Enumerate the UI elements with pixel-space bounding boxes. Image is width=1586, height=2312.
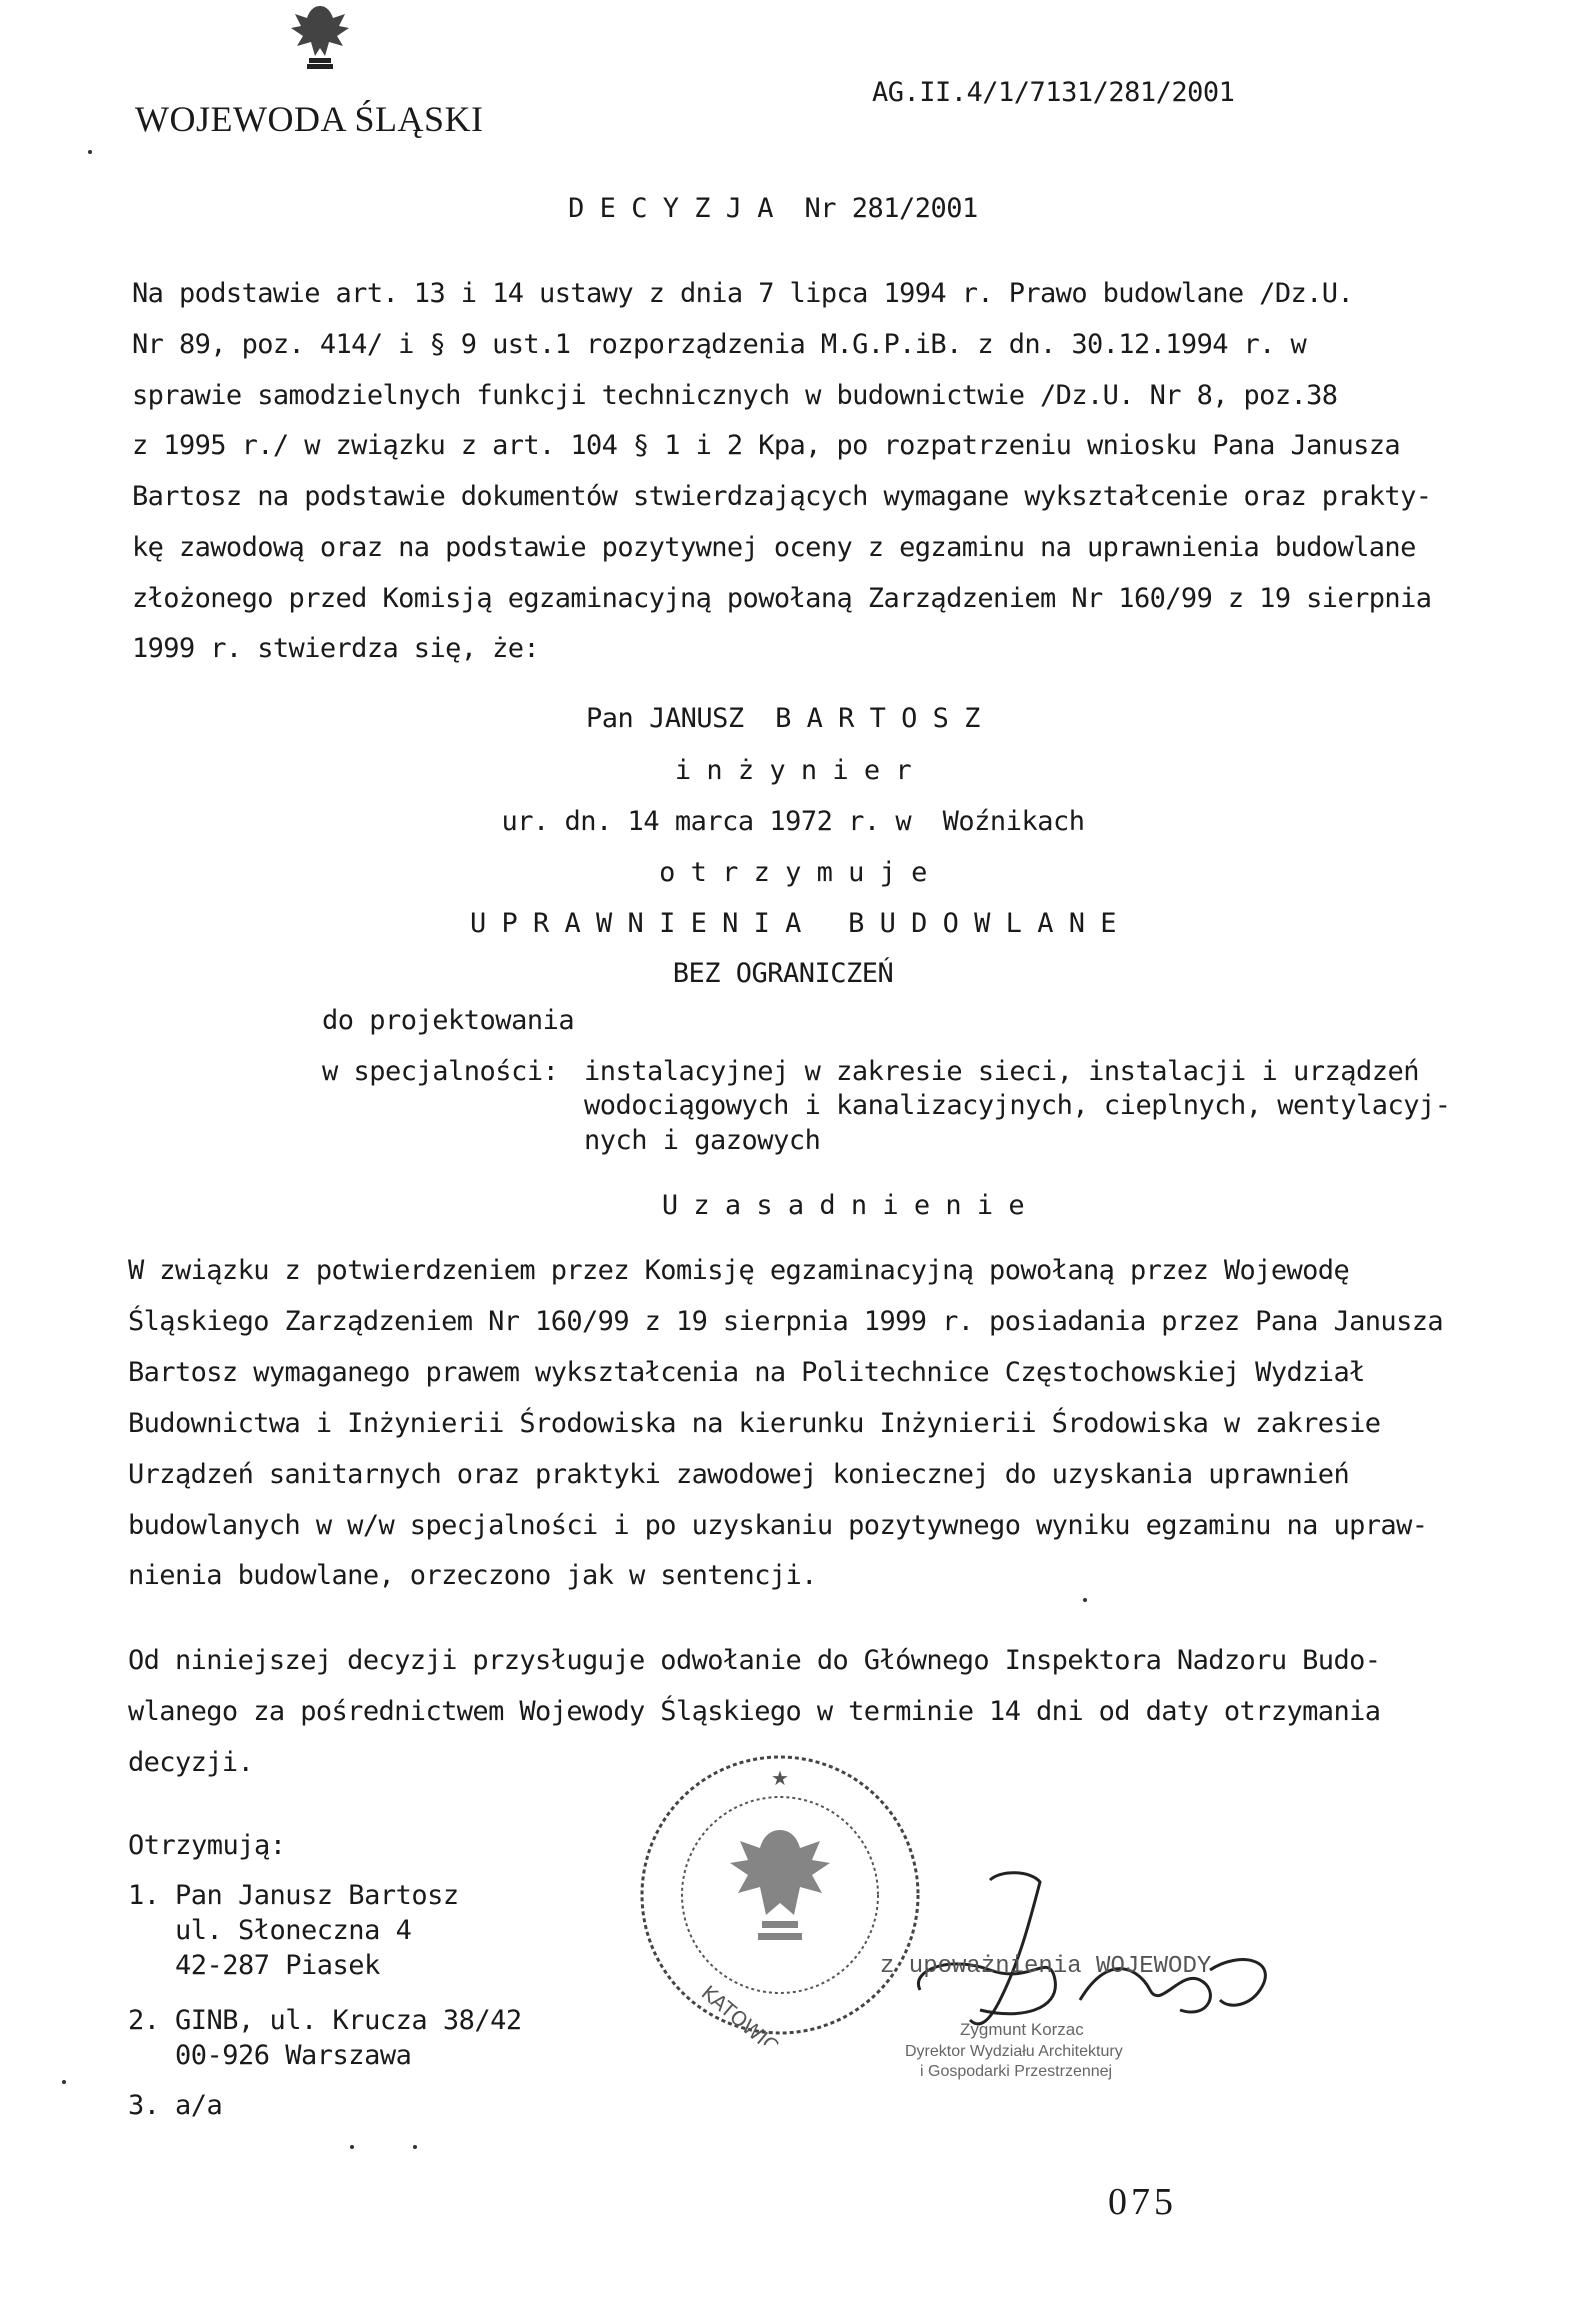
page-number: 075 xyxy=(1108,2181,1177,2223)
justification-line: Bartosz wymaganego prawem wykształcenia na Politechnice Częstochowskiej Wydział xyxy=(128,1357,1365,1388)
list-item-line: Pan Janusz Bartosz xyxy=(175,1880,459,1911)
recipient-name: Pan JANUSZ B A R T O S Z xyxy=(586,703,980,734)
justification-line: Budownictwa i Inżynierii Środowiska na kierunku Inżynierii Środowiska w zakresie xyxy=(128,1408,1381,1439)
specialty-line: nych i gazowych xyxy=(584,1125,821,1156)
intro-line: Nr 89, poz. 414/ i § 9 ust.1 rozporządzenia M.G.P.iB. z dn. 30.12.1994 r. w xyxy=(132,329,1307,360)
list-item-line: ul. Słoneczna 4 xyxy=(175,1915,412,1946)
justification-line: nienia budowlane, orzeczono jak w sentencji. xyxy=(128,1560,817,1591)
list-item-line: 00-926 Warszawa xyxy=(175,2040,412,2071)
recipient-birth: ur. dn. 14 marca 1972 r. w Woźnikach xyxy=(501,806,1085,837)
scan-speck xyxy=(88,150,92,154)
authority-title: WOJEWODA ŚLĄSKI xyxy=(135,99,484,139)
case-number: AG.II.4/1/7131/281/2001 xyxy=(872,77,1235,108)
list-item-number: 1. xyxy=(128,1880,160,1911)
svg-text:KATOWICE: KATOWICE xyxy=(696,1980,793,2045)
scan-speck xyxy=(1083,1598,1087,1602)
specialty-label: w specjalności: xyxy=(322,1056,559,1087)
appeal-line: decyzji. xyxy=(128,1747,254,1778)
scan-speck xyxy=(413,2145,417,2149)
intro-line: sprawie samodzielnych funkcji technicznych w budownictwie /Dz.U. Nr 8, poz.38 xyxy=(132,380,1338,411)
recipient-title: i n ż y n i e r xyxy=(674,755,912,786)
justification-line: Śląskiego Zarządzeniem Nr 160/99 z 19 sierpnia 1999 r. posiadania przez Pana Janusza xyxy=(128,1306,1444,1337)
authorized-text: z upoważnienia WOJEWODY xyxy=(880,1953,1212,1980)
distribution-label: Otrzymują: xyxy=(128,1830,286,1861)
permit-title: U P R A W N I E N I A B U D O W L A N E xyxy=(470,908,1116,939)
decision-title: D E C Y Z J A Nr 281/2001 xyxy=(568,193,978,224)
svg-text:★: ★ xyxy=(771,1766,789,1790)
receives-label: o t r z y m u j e xyxy=(659,857,927,888)
signer-role-line: Dyrektor Wydziału Architektury xyxy=(905,2043,1123,2060)
intro-line: Bartosz na podstawie dokumentów stwierdzających wymagane wykształcenie oraz prakty- xyxy=(132,481,1432,512)
justification-line: budowlanych w w/w specjalności i po uzyskaniu pozytywnego wyniku egzaminu na upraw- xyxy=(128,1510,1428,1541)
specialty-line: wodociągowych i kanalizacyjnych, cieplnych, wentylacyj- xyxy=(584,1090,1451,1121)
signer-name: Zygmunt Korzac xyxy=(960,2020,1084,2039)
justification-line: W związku z potwierdzeniem przez Komisję egzaminacyjną powołaną przez Wojewodę xyxy=(128,1255,1350,1286)
justification-line: Urządzeń sanitarnych oraz praktyki zawodowej koniecznej do uzyskania uprawnień xyxy=(128,1459,1350,1490)
intro-line: 1999 r. stwierdza się, że: xyxy=(132,633,540,664)
justification-title: U z a s a d n i e n i e xyxy=(661,1190,1025,1221)
intro-line: Na podstawie art. 13 i 14 ustawy z dnia 7 lipca 1994 r. Prawo budowlane /Dz.U. xyxy=(132,278,1354,309)
list-item-number: 3. xyxy=(128,2090,160,2121)
list-item-line: 42-287 Piasek xyxy=(175,1950,380,1981)
permit-scope: BEZ OGRANICZEŃ xyxy=(672,958,894,989)
specialty-line: instalacyjnej w zakresie sieci, instalacji i urządzeń xyxy=(584,1056,1420,1087)
intro-line: kę zawodową oraz na podstawie pozytywnej oceny z egzaminu na uprawnienia budowlane xyxy=(132,532,1416,563)
scan-speck xyxy=(350,2145,354,2149)
signature-block xyxy=(880,1860,1300,2100)
eagle-emblem-icon xyxy=(285,0,355,72)
intro-line: złożonego przed Komisją egzaminacyjną powołaną Zarządzeniem Nr 160/99 z 19 sierpnia xyxy=(132,583,1432,614)
appeal-line: wlanego za pośrednictwem Wojewody Śląskiego w terminie 14 dni od daty otrzymania xyxy=(128,1696,1381,1727)
appeal-line: Od niniejszej decyzji przysługuje odwołanie do Głównego Inspektora Nadzoru Budo- xyxy=(128,1645,1381,1676)
scan-speck xyxy=(62,2080,66,2084)
intro-line: z 1995 r./ w związku z art. 104 § 1 i 2 Kpa, po rozpatrzeniu wniosku Pana Janusza xyxy=(132,430,1401,461)
signer-role-line: i Gospodarki Przestrzennej xyxy=(920,2063,1113,2080)
list-item-line: GINB, ul. Krucza 38/42 xyxy=(175,2005,522,2036)
list-item-line: a/a xyxy=(175,2090,223,2121)
purpose-text: do projektowania xyxy=(322,1005,575,1036)
list-item-number: 2. xyxy=(128,2005,160,2036)
